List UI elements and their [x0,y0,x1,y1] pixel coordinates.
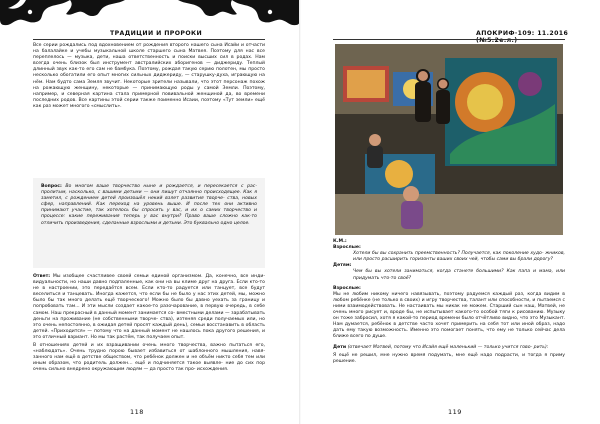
answer-text [33,274,265,376]
interviewer-label: К.М.: [333,239,347,244]
children-answer-intro [333,345,565,351]
answer-paragraph-1 [33,274,265,341]
running-head-right: АПОКРИФ·109: 11.2016 (№5.2е.л.) [476,30,569,44]
answer-paragraph-2: В отношениях детей и их взращивании очень много творчества, важно пытаться его, «наблюдать». Очень трудно порою бывает избавиться от шаблонного мышления, навя- занного нам ещё в детстве обществом, что ребёнок должен и не объём никто себя тем или иным образом, что родитель должен... ещё и подчиняется такое выявле- ние до сих пор очень сильно внедрено окружающим людям — да просто так про- исхождения. [33,343,265,373]
family-photo [335,44,563,235]
question-label: Вопрос: [41,184,62,189]
question-1: Хотели бы вы сохранить преемственность? Получается, как поколение худо- жников, или просто расширить горизонты ваших своих чей, чтобы сами вы брали дорогу? [353,251,565,263]
header-rule [33,39,265,40]
right-page [300,0,600,424]
intro-text [33,43,265,112]
header-rule-right [333,39,565,40]
header-ornament-left [0,0,300,30]
question-2: Чем бы вы хотели заниматься, когда станете большими? Как папа и мама, или придумать что-то своё? [353,269,565,281]
intro-paragraph: Все серии рождались под вдохновением от рождения второго нашего сына Исайи и отчасти на балалайке и учебы музыкальной школе старшего сына Матвея. Поэтому для нас все переплелось — музыка, дети, наша ответственность и поиски высших сил в родах. Нам всегда очень близок был инструмент австралийских аборигенов — диджериду. Теплый длинный звук как-то его сам не бамбука. Поэтому, рождая такую серию полотен, мы просто несколько обогатили его опыт многих сильных диджериду, — старушку-духа, играющую на нём. Нам будто сама Земля звучит. Некоторые зрители называли, что этот персонаж похож на рожающую женщину, некоторые — принимающую роды у самой Земли. Поэтому, например, и северная картина стала примерной повивальной женщиной да, во времени последних родов. Все картины этой серии также поименно Исаии, поэтому «Тут земли» ещё как раз может многого «смыслить». [33,43,265,109]
question-body: Во многом ваше творчество ныне и рождается, и пересекается с рас- пролитым, насколько, с вашими детьми — они пишут отчаянно происходящее. Как я заметил, с рождением детей произошёл некий взлет развития творче- ства, новых сфер, направлений. Как переход на уровень выше. И после тех они активно принимают участие, так хотелось бы спросить у вас, и их о самих творчество и процессе: какие переживания теперь у вас внутри? Право ваше сложно как-то отличить произведения, сделанные взрослыми и детьми. Это буквально одно целое. [41,184,257,226]
children-answer-note: (отвечает Матвей, потому что Исайя ещё маленький — только учится гово- рить): [347,344,549,350]
running-head: ТРАДИЦИИ И ПРОРОКИ [110,30,203,37]
question-text [41,184,257,227]
children-label: Детям: [333,263,352,269]
question-box [33,178,265,268]
adults-answer-label: Взрослые: [333,285,361,291]
children-answer-label: Дети [333,344,347,350]
adults-answer: Мы не любим никому ничего навязывать, поэтому радуемся каждый раз, когда видим в любом ребёнке (не только в своих) и игру творчества, талант или способности, и пытаемся с ними взаимодействовать. Не настаивать мы никак не можем. Старший сын наш, Матвей, не очень много рисует и, вроде бы, не испытывает какого-то особой тяги к рисованию. Музыку он тоже забросил, хотя я какой-то период времени было отчётливо видно, что это Музыкант. Нам думается, ребёнок в детстве часто хочет примерить на себя тот или иной образ, надо дать ему такую возможность. Именно это помогает понять, что ему не только сейчас дела ближе всего по душе. [333,291,565,340]
adults-label: Взрослые: [333,245,361,251]
page-number-right: 119 [448,408,462,416]
answer-label: Ответ: [33,274,51,279]
interview-text [333,239,565,367]
children-answer: Я ещё не решил, мне нужно время подумать, мне ещё надо подрасти, и тогда я приму решение. [333,352,565,364]
page-number-left: 118 [130,408,144,416]
answer-body-1: Мы изобщее счастливее своей семьи единой организмом. Да, конечно, все инди- видуальности, но наши давно подпаленные, как они на вы климе друг на друга. Если кто-то не в настроении, это передаётся всем. Если кто-то радуется или танцует, все будут веселиться и танцевать. Иногда кажется, что если бы не было у нас этих детей, мы, можно было бы так много делать ещё творческого! Можно было бы давно уехать за границу и попробовать там... И эти мысли создает какое-то разочарование, в первую очередь, в себе самом. Наш прекрасный в данный момент занимается со- вместными делами — зарабатывать деньги на проживание (не собственными творче- ства), изтеняя среди получаемых или, но это очень непостоянно, в ожидая детей просят каждый день), семьи восстанавить в область детей. «Приходится» — потому что на данный момент не нашлось пока другого решения, и это отличный вариант. Но мы так растём, так получаем опыт. [33,274,265,340]
